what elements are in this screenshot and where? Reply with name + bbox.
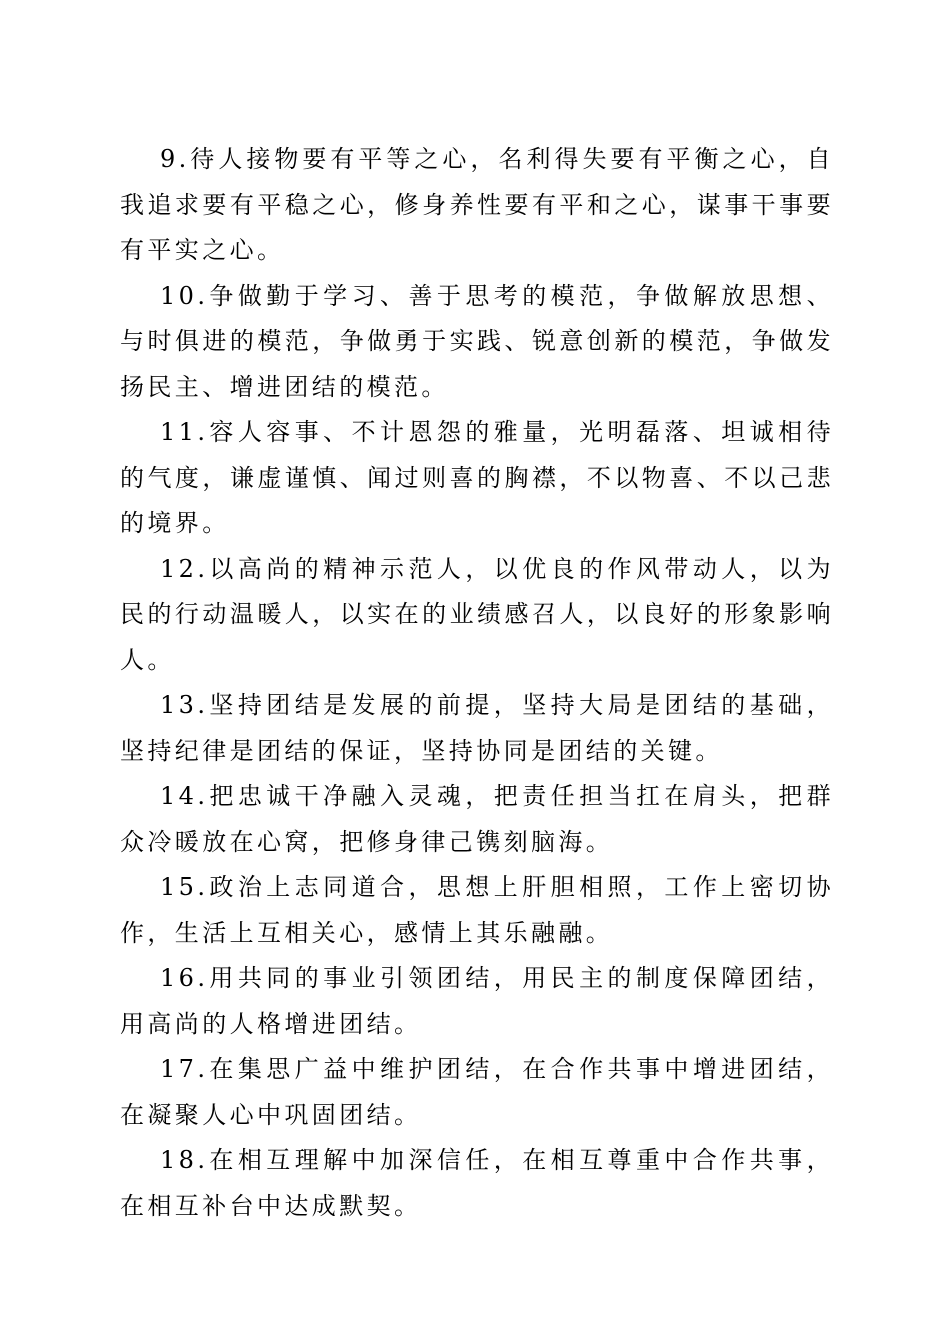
paragraph-13: 13.坚持团结是发展的前提，坚持大局是团结的基础，坚持纪律是团结的保证，坚持协同是团结的关键。 <box>120 691 834 765</box>
paragraph-12: 12.以高尚的精神示范人，以优良的作风带动人，以为民的行动温暖人，以实在的业绩感召人，以良好的形象影响人。 <box>120 554 834 674</box>
paragraph-14: 14.把忠诚干净融入灵魂，把责任担当扛在肩头，把群众冷暖放在心窝，把修身律己镌刻脑海。 <box>120 782 834 856</box>
paragraph-15: 15.政治上志同道合，思想上肝胆相照，工作上密切协作，生活上互相关心，感情上其乐融融。 <box>120 873 834 947</box>
paragraph-11: 11.容人容事、不计恩怨的雅量，光明磊落、坦诚相待的气度，谦虚谨慎、闻过则喜的胸襟，不以物喜、不以己悲的境界。 <box>120 418 834 537</box>
paragraph-10: 10.争做勤于学习、善于思考的模范，争做解放思想、与时俱进的模范，争做勇于实践、锐意创新的模范，争做发扬民主、增进团结的模范。 <box>120 281 834 401</box>
document-page <box>120 137 834 1229</box>
paragraph-16: 16.用共同的事业引领团结，用民主的制度保障团结，用高尚的人格增进团结。 <box>120 964 834 1038</box>
paragraph-9: 9.待人接物要有平等之心，名利得失要有平衡之心，自我追求要有平稳之心，修身养性要有平和之心，谋事干事要有平实之心。 <box>120 145 834 264</box>
paragraph-18: 18.在相互理解中加深信任，在相互尊重中合作共事，在相互补台中达成默契。 <box>120 1146 834 1220</box>
paragraph-17: 17.在集思广益中维护团结，在合作共事中增进团结，在凝聚人心中巩固团结。 <box>120 1055 834 1129</box>
